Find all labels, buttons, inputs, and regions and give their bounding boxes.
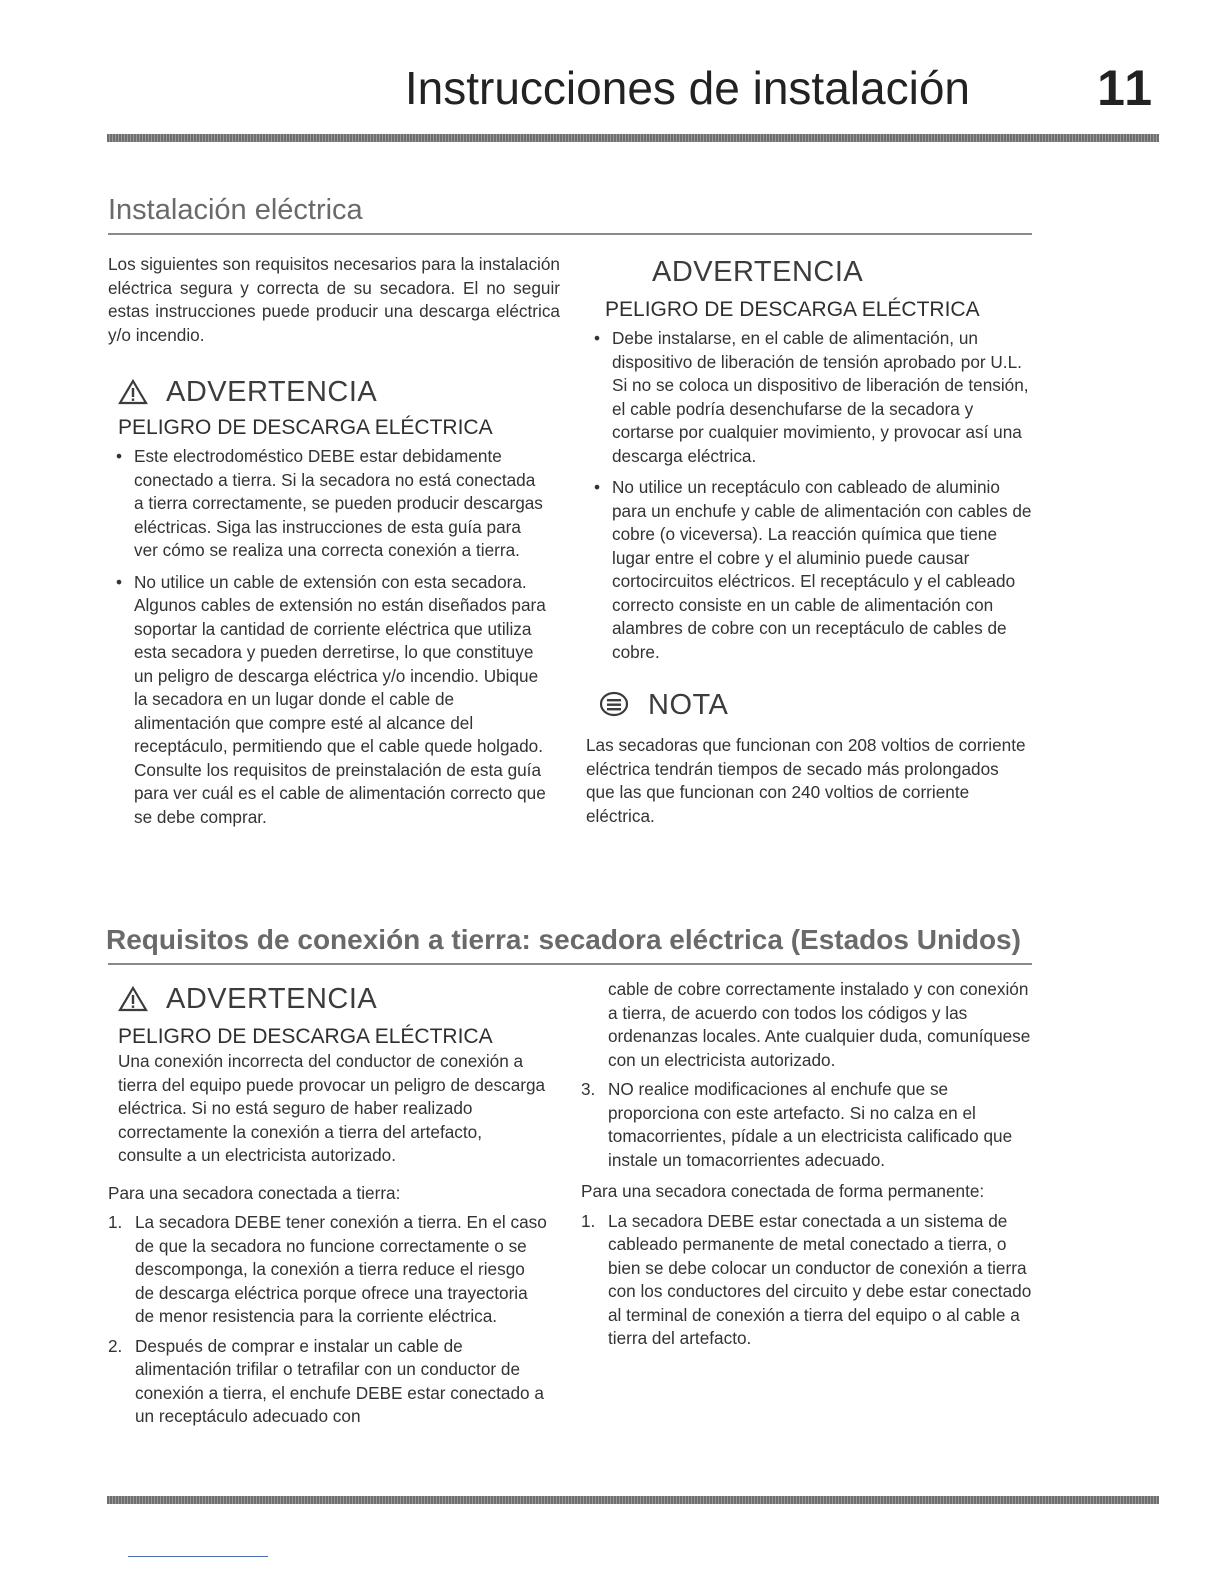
left-column xyxy=(108,253,560,829)
footer-rule xyxy=(107,1496,1159,1504)
list-item xyxy=(581,1210,1033,1351)
list-item: • Debe instalarse, en el cable de alimentación, un dispositivo de liberación de tensión aprobado por U.L. Si no se coloca un dispositivo de liberación de tensión, el cable podría desenchufarse de la secadora y cortarse por cualquier movimiento, y provocar así una descarga eléctrica. xyxy=(586,327,1036,468)
warning-box-grounding xyxy=(108,982,548,1168)
section-rule xyxy=(108,233,1032,235)
list-item: • No utilice un receptáculo con cableado de aluminio para un enchufe y cable de alimentación con cables de cobre (o viceversa). La reacción química que tiene lugar entre el cobre y el aluminio puede causar cortocircuitos eléctricos. El receptáculo y el cableado correcto consiste en un cable de alimentación con alambres de cobre con un receptáculo de cables de cobre. xyxy=(586,476,1036,664)
warning-title xyxy=(118,375,560,409)
note-box xyxy=(586,688,1036,828)
list-number: 1. xyxy=(108,1212,123,1232)
list-item xyxy=(108,1211,548,1329)
section-rule xyxy=(108,963,1032,965)
list-item: • Este electrodoméstico DEBE estar debidamente conectado a tierra. Si la secadora no está conectada a tierra correctamente, se pueden producir descargas eléctricas. Siga las instrucciones de esta guía para ver cómo se realiza una correcta conexión a tierra. xyxy=(108,445,548,563)
list-text: La secadora DEBE estar conectada a un sistema de cableado permanente de metal conectado a tierra, o bien se debe colocar un conductor de conexión a tierra con los conductores del circuito y debe estar conectado al terminal de conexión a tierra del equipo o al cable a tierra del artefacto. xyxy=(608,1210,1032,1348)
warning-subtitle: PELIGRO DE DESCARGA ELÉCTRICA xyxy=(118,1025,493,1048)
warning-title xyxy=(118,982,548,1016)
warning-triangle-icon xyxy=(118,986,148,1012)
grounded-list xyxy=(108,1211,548,1429)
list-number: 2. xyxy=(108,1335,123,1356)
list-text: Después de comprar e instalar un cable de alimentación trifilar o tetrafilar con un conductor de conexión a tierra, el enchufe DEBE estar conectado a un receptáculo adecuado con xyxy=(135,1335,544,1426)
list-item xyxy=(108,1335,548,1429)
note-title-text: NOTA xyxy=(648,689,729,721)
right-column xyxy=(586,255,1036,828)
list-item xyxy=(581,1078,1033,1172)
intro-paragraph: Los siguientes son requisitos necesarios para la instalación eléctrica segura y correcta de su secadora. El no seguir estas instrucciones puede producir una descarga eléctrica y/o incendio. xyxy=(108,254,560,345)
warning-bullets xyxy=(108,445,548,829)
list-item-continued: cable de cobre correctamente instalado y con conexión a tierra, de acuerdo con todos los códigos y las ordenanzas locales. Ante cualquier duda, comuníquese con un electricista autorizado. xyxy=(608,979,1031,1070)
list-number: 3. xyxy=(581,1079,596,1099)
warning-title-text: ADVERTENCIA xyxy=(166,983,378,1015)
list-text: NO realice modificaciones al enchufe que se proporciona con este artefacto. Si no calza en el tomacorrientes, pídale a un electricista calificado que instale un tomacorrientes adecuado. xyxy=(608,1079,1013,1170)
permanent-intro-text: Para una secadora conectada de forma permanente: xyxy=(581,1181,985,1201)
note-title xyxy=(586,688,1036,722)
footer-line xyxy=(128,1556,268,1557)
note-icon xyxy=(598,691,630,719)
section-title-electrical: Instalación eléctrica xyxy=(108,194,363,226)
warning-title xyxy=(586,255,1036,289)
warning-subtitle: PELIGRO DE DESCARGA ELÉCTRICA xyxy=(118,416,493,439)
permanent-list xyxy=(581,1210,1033,1351)
page-number: 11 xyxy=(1097,60,1154,116)
warning-triangle-icon xyxy=(118,379,148,405)
note-text: Las secadoras que funcionan con 208 voltios de corriente eléctrica tendrán tiempos de secado más prolongados que las que funcionan con 240 voltios de corriente eléctrica. xyxy=(586,735,1026,826)
section-title-grounding: Requisitos de conexión a tierra: secadora eléctrica (Estados Unidos) xyxy=(106,924,1021,955)
left-column-2 xyxy=(108,982,548,1429)
list-item: • No utilice un cable de extensión con esta secadora. Algunos cables de extensión no están diseñados para soportar la cantidad de corriente eléctrica que utiliza esta secadora y pueden derretirse, lo que constituye un peligro de descarga eléctrica y/o incendio. Ubique la secadora en un lugar donde el cable de alimentación que compre esté al alcance del receptáculo, permitiendo que el cable quede holgado. Consulte los requisitos de preinstalación de esta guía para ver cuál es el cable de alimentación correcto que se debe comprar. xyxy=(108,571,548,830)
permanent-intro xyxy=(581,1180,988,1204)
warning-subtitle: PELIGRO DE DESCARGA ELÉCTRICA xyxy=(605,298,980,321)
warning-title-text: ADVERTENCIA xyxy=(166,376,378,408)
warning-text: Una conexión incorrecta del conductor de conexión a tierra del equipo puede provocar un peligro de descarga eléctrica. Si no está seguro de haber realizado correctamente la conexión a tierra del artefacto, consulte a un electricista autorizado. xyxy=(118,1051,546,1165)
right-column-2 xyxy=(581,978,1033,1351)
header-rule xyxy=(107,134,1159,142)
warning-box-left xyxy=(108,375,560,829)
grounded-intro: Para una secadora conectada a tierra: xyxy=(108,1182,401,1203)
grounded-list-continued xyxy=(581,1078,1033,1172)
warning-bullets xyxy=(586,327,1036,664)
warning-title-text: ADVERTENCIA xyxy=(652,256,864,288)
page-header xyxy=(0,60,1160,130)
page-title: Instrucciones de instalación xyxy=(404,62,970,114)
list-text: La secadora DEBE tener conexión a tierra. En el caso de que la secadora no funcione correctamente o se descomponga, la conexión a tierra reduce el riesgo de descarga eléctrica porque ofrece una trayectoria de menor resistencia para la corriente eléctrica. xyxy=(135,1212,547,1326)
list-number: 1. xyxy=(581,1210,596,1231)
